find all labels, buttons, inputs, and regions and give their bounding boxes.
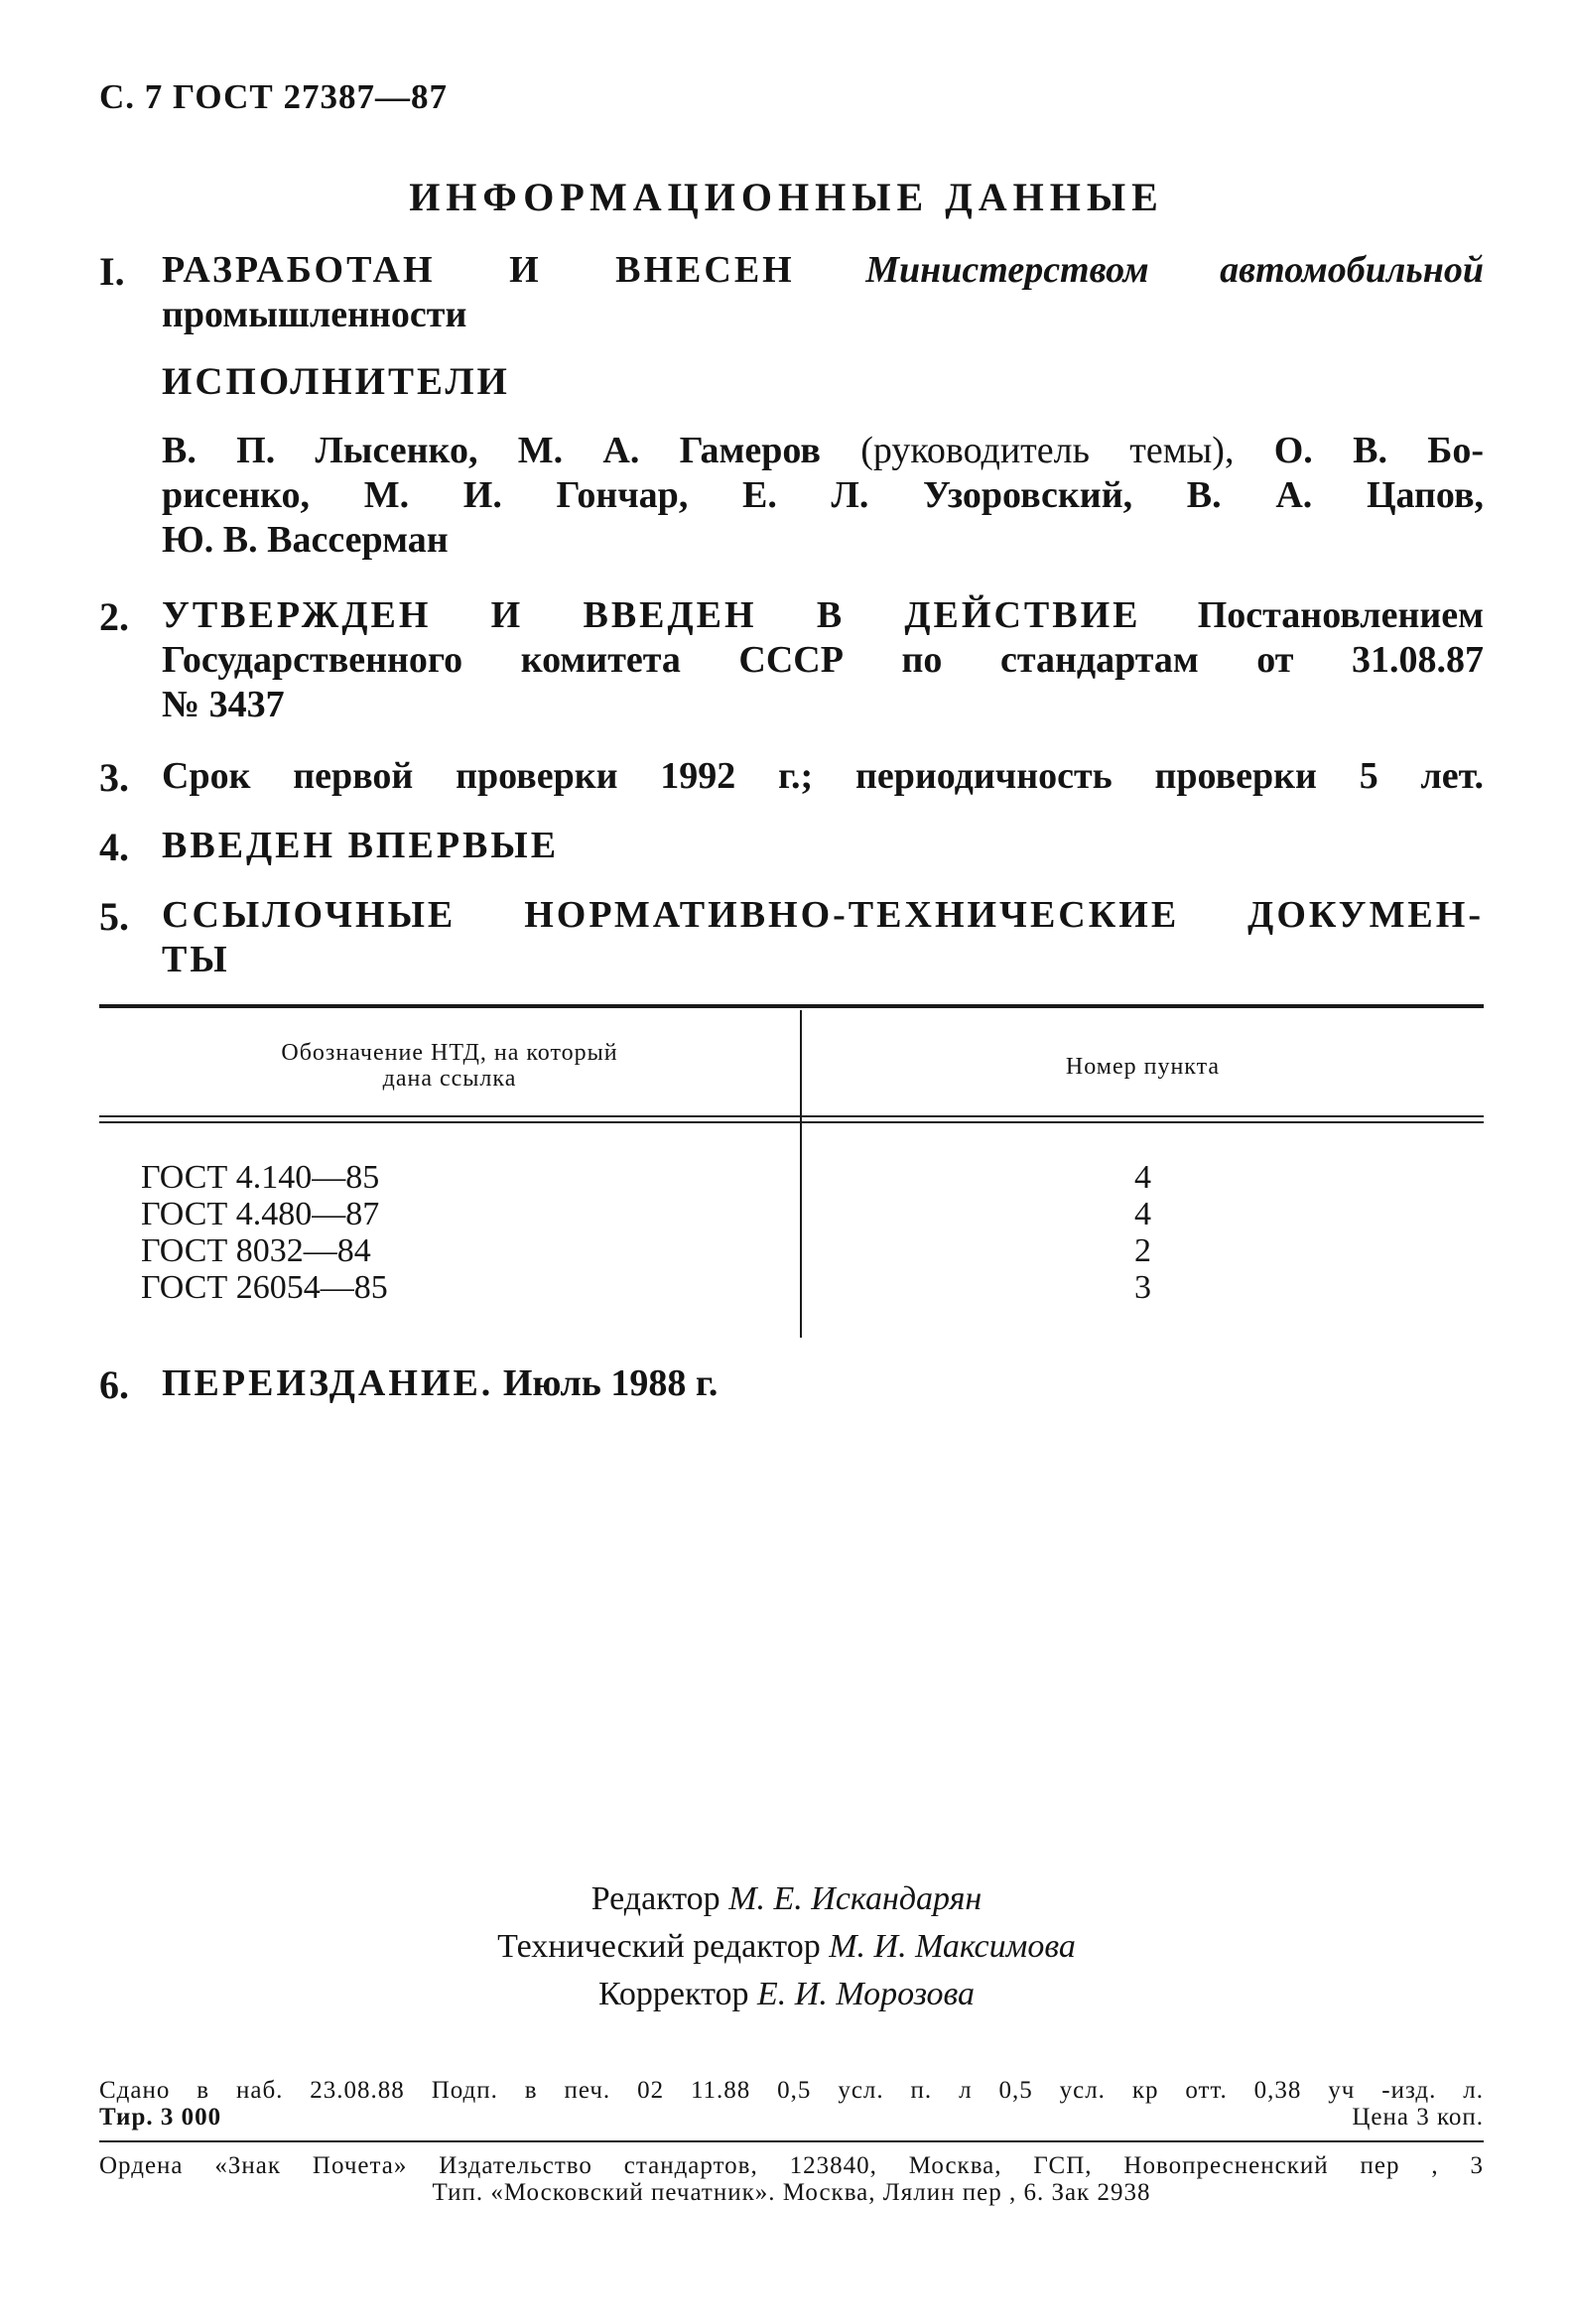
credit-corrector-name: Е. И. Морозова bbox=[757, 1976, 976, 2012]
item-5-text bbox=[162, 893, 1484, 982]
imprint-publisher-line-2: Тип. «Московский печатник». Москва, Лялин пер , 6. Зак 2938 bbox=[432, 2179, 1151, 2206]
table-row-1-clause: 4 bbox=[1134, 1159, 1151, 1196]
credit-tech-editor-name: М. И. Максимова bbox=[829, 1928, 1076, 1965]
item-2-number: 2. bbox=[99, 594, 129, 639]
imprint-run: Тир. 3 000 bbox=[99, 2104, 222, 2130]
column-header-document-line-1: Обозначение НТД, на который bbox=[281, 1040, 618, 1066]
table-column-clauses bbox=[802, 1159, 1484, 1306]
performers-line-2: рисенко, М. И. Гончар, Е. Л. Узоровский, В. А. Цапов, bbox=[162, 474, 1484, 516]
item-5-line-2: ТЫ bbox=[162, 939, 230, 980]
item-6-text bbox=[162, 1361, 718, 1406]
column-header-document bbox=[99, 1040, 800, 1092]
imprint-publisher bbox=[99, 2152, 1484, 2206]
credits bbox=[0, 1875, 1573, 2018]
imprint-line-2 bbox=[99, 2104, 1484, 2130]
performers-names-a: В. П. Лысенко, М. А. Гамеров bbox=[162, 430, 821, 471]
table-row-4-clause: 3 bbox=[1134, 1269, 1151, 1306]
imprint-line-1: Сдано в наб. 23.08.88 Подп. в печ. 02 11.88 0,5 усл. п. л 0,5 усл. кр отт. 0,38 уч -изд. л. bbox=[99, 2077, 1484, 2104]
column-header-clause: Номер пункта bbox=[1065, 1054, 1221, 1080]
imprint-price: Цена 3 коп. bbox=[1352, 2104, 1484, 2130]
item-1-label: РАЗРАБОТАН И ВНЕСЕН bbox=[162, 249, 795, 291]
reference-table bbox=[99, 1004, 1484, 1342]
item-2-line-3: № 3437 bbox=[162, 684, 285, 725]
credit-editor-role: Редактор bbox=[590, 1880, 721, 1917]
performers-names-b: О. В. Бо- bbox=[1273, 430, 1485, 471]
performers-role: (руководитель темы), bbox=[860, 430, 1235, 471]
page-header: С. 7 ГОСТ 27387—87 bbox=[99, 77, 448, 116]
table-header-rule bbox=[99, 1115, 1484, 1117]
item-4-text: ВВЕДЕН ВПЕРВЫЕ bbox=[162, 825, 560, 866]
credit-corrector bbox=[0, 1971, 1573, 2018]
item-1-line-2: промышленности bbox=[162, 294, 467, 335]
item-6-date: Июль 1988 г. bbox=[502, 1362, 719, 1404]
column-header-document-line-2: дана ссылка bbox=[382, 1066, 517, 1092]
item-1-number: I. bbox=[99, 249, 125, 294]
credit-editor-name: М. Е. Искандарян bbox=[728, 1880, 983, 1917]
item-4-number: 4. bbox=[99, 825, 129, 869]
credit-tech-editor bbox=[0, 1923, 1573, 1971]
imprint-print-data bbox=[99, 2077, 1484, 2130]
performers-line-1 bbox=[162, 429, 1484, 473]
table-top-rule bbox=[99, 1004, 1484, 1008]
item-2-label: УТВЕРЖДЕН И ВВЕДЕН В ДЕЙСТВИЕ bbox=[162, 594, 1141, 636]
item-5-number: 5. bbox=[99, 894, 129, 939]
item-6-label: ПЕРЕИЗДАНИЕ. bbox=[162, 1362, 494, 1404]
credit-editor bbox=[0, 1875, 1573, 1923]
page-title: ИНФОРМАЦИОННЫЕ ДАННЫЕ bbox=[409, 175, 1164, 219]
item-1-ministry: Министерством автомобильной bbox=[865, 249, 1484, 291]
item-3-text: Срок первой проверки 1992 г.; периодичность проверки 5 лет. bbox=[162, 755, 1484, 797]
item-2-text bbox=[162, 593, 1484, 727]
item-3-number: 3. bbox=[99, 755, 129, 800]
table-row-4-doc: ГОСТ 26054—85 bbox=[141, 1269, 388, 1306]
table-row-2-clause: 4 bbox=[1134, 1196, 1151, 1232]
table-row-1-doc: ГОСТ 4.140—85 bbox=[141, 1159, 380, 1196]
performers-list bbox=[162, 429, 1484, 563]
table-row-2-doc: ГОСТ 4.480—87 bbox=[141, 1196, 380, 1232]
item-2-decree: Постановлением bbox=[1197, 594, 1484, 636]
credit-tech-editor-role: Технический редактор bbox=[497, 1928, 821, 1965]
table-row-3-clause: 2 bbox=[1134, 1232, 1151, 1269]
item-6-number: 6. bbox=[99, 1362, 129, 1407]
table-row-3-doc: ГОСТ 8032—84 bbox=[141, 1232, 371, 1269]
table-column-documents bbox=[141, 1159, 776, 1306]
imprint-publisher-line-1: Ордена «Знак Почета» Издательство стандартов, 123840, Москва, ГСП, Новопресненский пер , 3 bbox=[99, 2152, 1484, 2179]
item-2-line-2: Государственного комитета СССР по стандартам от 31.08.87 bbox=[162, 639, 1484, 681]
item-2-line-1 bbox=[162, 593, 1484, 638]
performers-heading: ИСПОЛНИТЕЛИ bbox=[162, 360, 510, 403]
credit-corrector-role: Корректор bbox=[597, 1976, 749, 2012]
item-1-line-1 bbox=[162, 248, 1484, 293]
performers-line-3: Ю. В. Вассерман bbox=[162, 519, 449, 561]
item-1-text bbox=[162, 248, 1484, 337]
item-5-line-1: ССЫЛОЧНЫЕ НОРМАТИВНО-ТЕХНИЧЕСКИЕ ДОКУМЕН- bbox=[162, 894, 1484, 936]
table-header-rule-double bbox=[99, 1121, 1484, 1123]
imprint-rule bbox=[99, 2140, 1484, 2142]
